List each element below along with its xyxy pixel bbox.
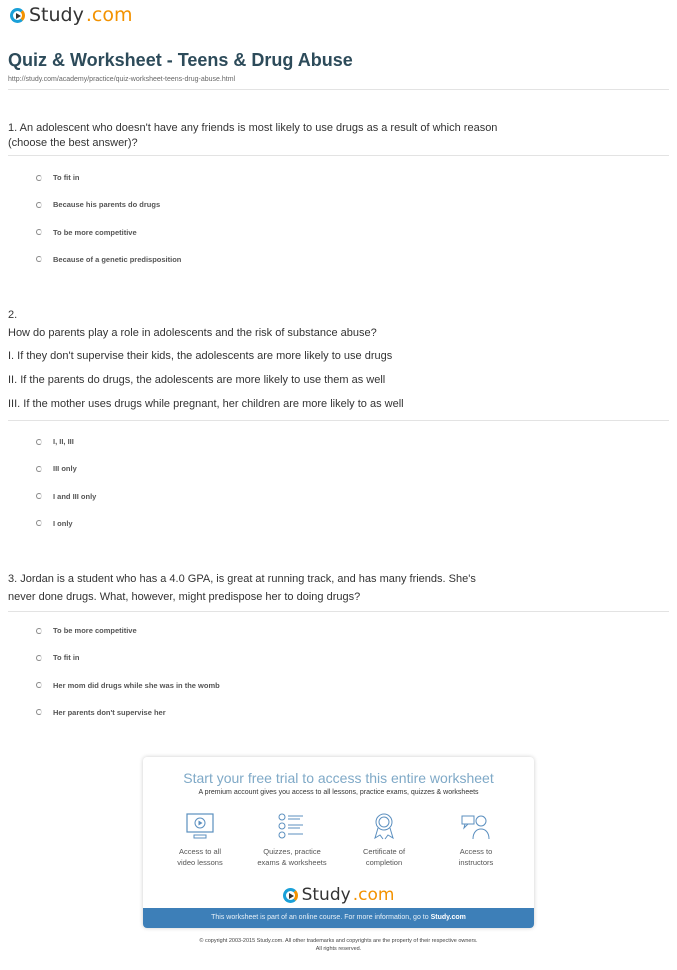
copyright-line: All rights reserved.	[315, 946, 362, 952]
divider	[8, 89, 669, 90]
promo-logo[interactable]	[283, 885, 395, 905]
question-text: I. If they don't supervise their kids, the adolescents are more likely to use drugs	[8, 350, 393, 362]
answer-option[interactable]	[36, 492, 96, 501]
answer-label: To be more competitive	[53, 626, 137, 635]
feature-label: Access to	[459, 847, 493, 856]
feature-instructors	[431, 812, 521, 868]
question-text: 3. Jordan is a student who has a 4.0 GPA, is great at running track, and has many friends. She's	[8, 573, 476, 585]
radio-button[interactable]	[36, 202, 42, 208]
answer-option[interactable]	[36, 519, 73, 528]
feature-label: instructors	[458, 858, 494, 867]
feature-quizzes	[247, 812, 337, 868]
question-text: III. If the mother uses drugs while pregnant, her children are more likely to as well	[8, 398, 404, 410]
answer-option[interactable]	[36, 255, 181, 264]
divider	[8, 611, 669, 612]
instructor-icon	[461, 812, 491, 840]
radio-button[interactable]	[36, 682, 42, 688]
answer-option[interactable]	[36, 437, 74, 446]
answer-label: To fit in	[53, 173, 80, 182]
answer-option[interactable]	[36, 626, 137, 635]
feature-label: Quizzes, practice	[263, 847, 321, 856]
question-text: (choose the best answer)?	[8, 137, 138, 149]
page-url[interactable]: http://study.com/academy/practice/quiz-worksheet-teens-drug-abuse.html	[8, 76, 236, 83]
logo-name: Study	[29, 4, 84, 26]
radio-button[interactable]	[36, 439, 42, 445]
copyright	[0, 937, 677, 953]
question-text: never done drugs. What, however, might predispose her to doing drugs?	[8, 591, 361, 603]
answer-label: I, II, III	[53, 437, 74, 446]
certificate-icon	[369, 812, 399, 840]
quiz-list-icon	[277, 812, 307, 840]
answer-label: To be more competitive	[53, 227, 137, 237]
radio-button[interactable]	[36, 256, 42, 262]
promo-heading: Start your free trial to access this entire worksheet	[183, 770, 494, 786]
radio-button[interactable]	[36, 229, 42, 235]
answer-option[interactable]	[36, 681, 220, 690]
answer-option[interactable]	[36, 228, 137, 237]
divider	[8, 155, 669, 156]
feature-video	[155, 812, 245, 868]
answer-option[interactable]	[36, 653, 80, 662]
answer-label: To fit in	[53, 653, 80, 663]
feature-label: completion	[365, 858, 403, 867]
question-text: How do parents play a role in adolescents and the risk of substance abuse?	[8, 327, 377, 339]
logo-name: Study	[301, 885, 351, 905]
logo-tld: .com	[352, 885, 395, 905]
answer-label: III only	[53, 464, 77, 474]
promo-subheading: A premium account gives you access to all lessons, practice exams, quizzes & worksheets	[198, 789, 479, 796]
radio-button[interactable]	[36, 628, 42, 634]
study-link[interactable]: Study.com	[430, 914, 466, 921]
page-title: Quiz & Worksheet - Teens & Drug Abuse	[8, 50, 353, 70]
copyright-line: © copyright 2003-2015 Study.com. All other trademarks and copyrights are the property of their respective owners.	[199, 938, 478, 944]
answer-label: Her parents don't supervise her	[53, 707, 166, 717]
answer-label: Because his parents do drugs	[53, 200, 161, 210]
feature-label: exams & worksheets	[257, 858, 327, 867]
radio-button[interactable]	[36, 709, 42, 715]
answer-label: Because of a genetic predisposition	[53, 254, 182, 264]
play-icon	[10, 8, 25, 23]
answer-label: Her mom did drugs while she was in the womb	[53, 680, 220, 690]
divider	[8, 420, 669, 421]
question-text: II. If the parents do drugs, the adolescents are more likely to use them as well	[8, 374, 386, 386]
answer-option[interactable]	[36, 464, 77, 473]
feature-label: video lessons	[177, 858, 223, 867]
answer-option[interactable]	[36, 708, 166, 717]
feature-certificate	[339, 812, 429, 868]
play-icon	[283, 888, 298, 903]
question-text: 1. An adolescent who doesn't have any friends is most likely to use drugs as a result of which reason	[8, 122, 498, 134]
feature-label: Access to all	[178, 847, 222, 856]
answer-label: I only	[53, 518, 73, 528]
radio-button[interactable]	[36, 493, 42, 499]
answer-label: I and III only	[53, 491, 97, 501]
logo-tld: .com	[85, 4, 133, 26]
promo-box	[143, 757, 534, 928]
video-lesson-icon	[185, 812, 215, 840]
radio-button[interactable]	[36, 175, 42, 181]
bar-text: This worksheet is part of an online course. For more information, go to	[211, 914, 431, 921]
course-info-bar	[143, 908, 534, 928]
question-text: 2.	[8, 309, 18, 321]
radio-button[interactable]	[36, 655, 42, 661]
answer-option[interactable]	[36, 173, 80, 182]
radio-button[interactable]	[36, 520, 42, 526]
study-logo[interactable]	[10, 4, 132, 26]
answer-option[interactable]	[36, 200, 160, 209]
radio-button[interactable]	[36, 466, 42, 472]
feature-label: Certificate of	[362, 847, 406, 856]
